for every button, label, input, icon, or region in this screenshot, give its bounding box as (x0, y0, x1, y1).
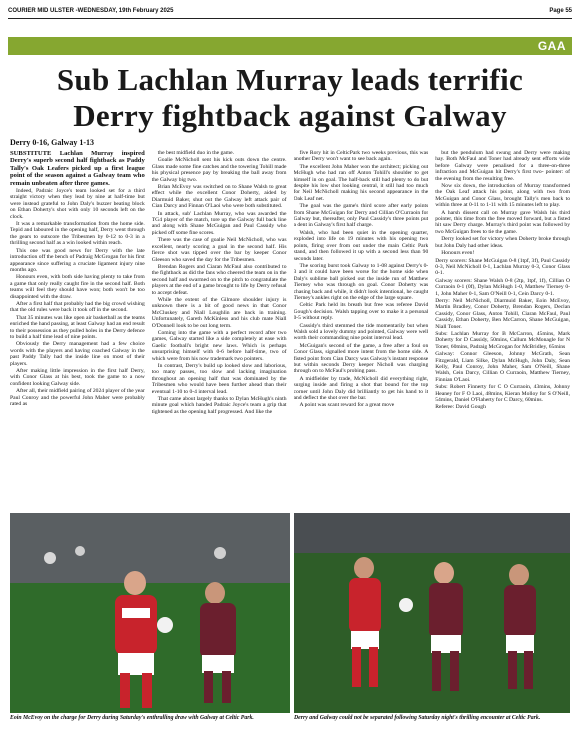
article-paragraph: Now six down, the introduction of Murray transformed the Oak Leaf attack his point, along with two from McGuigan and Conor Glass, brought Tally's men back to within three at 0-11 to 1-11 with 15 minutes left to play. (435, 183, 570, 209)
article-paragraph: While the extent of the Gilmore shoulder injury is unknown there is a bit of good news in that Conor McCluskey and Niall Loughlin are back in training. Unfortunately, Gareth McKinless and his club mate Niall O'Donnell look to be out long term. (151, 296, 287, 329)
section-tag: GAA (537, 39, 566, 53)
photo-caption-left: Eoin McEvoy on the charge for Derry during Saturday's enthralling draw with Galway at Celtic Park. (10, 715, 254, 721)
article-paragraph: Brendan Rogers and Ciaran McFaul also contributed to the fightback as did the fans who cheered the team on in the second half and swarmed on to the pitch to congratulate the players at the end of a game brought to life by Derry refusal to accept defeat. (151, 263, 287, 296)
article-paragraph: A point was scant reward for a great move (299, 402, 395, 409)
headline-line-2: Derry fightback against Galway (73, 98, 507, 133)
article-paragraph: SUBSTITUTE Lachlan Murray inspired Derry's superb second half fightback as Paddy Tally's Oak Leafers picked up a first league point of the season against a Galway team who remain unbeaten after three games. (10, 150, 145, 187)
article-paragraph: Referee: David Gough (435, 404, 486, 411)
article-paragraph: This one was good news for Derry with the late introduction off the bench of Padraig McGrogan for his first appearance since suffering a cruciate ligament injury nine months ago. (10, 247, 145, 273)
article-paragraph: the best midfield duo in the game. (157, 150, 235, 156)
article-paragraph: Celtic Park held its breath but free was referee David Gough's decision. Walsh tapping over to make it a personal 0-5 without reply. (293, 302, 429, 322)
article-paragraph: Walsh, who had been quiet in the opening quarter, exploded into life on 19 minutes with his opening two points, firing over from out under the main Celtic Park stand, and then followed it up with a second less than 90 seconds later. (293, 229, 429, 262)
article-paragraph: That 35 minutes was like open air basketball as the teams enriched the hand passing, at least Galway had an end result to their possession as they pulled holes in the Derry defence to build a half time lead of nine points. (10, 314, 145, 340)
column-2 (152, 150, 287, 525)
article-paragraph: The goal was the game's third score after early points from Shane McGuigan for Derry and Cillian O'Curraoin for Galway but, thereafter, only Paul Cassidy's three points put a dent in Galway's first half charge. (293, 203, 429, 229)
article-paragraph: After a first half that probably had the big crowd wishing that the old rules were back it took off in the second. (10, 300, 145, 314)
article-paragraph: Subs: Robert Finnerty for C O Curraoin, 43mins, Johnny Heaney for F O Laoi, 48mins, Kieran Molloy for S O'Neill, 54mins, Daniel O'Flaherty for C Darcy, 60mins. (435, 384, 570, 404)
article-paragraph: It was a remarkable transformation from the home side. Tepid and laboured in the opening half, Derry went through the gears to outscore the Tribesmen by 0-12 to 0-3 in a thrilling second half as a win looked within reach. (10, 221, 145, 247)
article-paragraph: Obviously the Derry management had a few choice words with the players and having coached Galway in the past Paddy Tally had the inside line on most of their players. (10, 341, 145, 367)
article-paragraph: Cassidy's third stemmed the tide momentarily but when Walsh sold a lovely dummy and pointed, Galway were well worth their commanding nine point interval lead. (293, 322, 429, 342)
section-bar (8, 37, 572, 55)
score-line: Derry 0-16, Galway 1-13 (10, 138, 94, 147)
photo-eoin-mcevoy (10, 513, 290, 713)
article-paragraph: The excellent John Maher won the architect; picking out McHugh who had ran off Anton Tohill's shoulder to get himself in on goal. The half-back still had plenty to do but despite his low shot looking central, it still had too much for Neil McNicholl making his second appearance in the Oak Leaf net. (293, 163, 429, 202)
headline (10, 62, 570, 134)
article-paragraph: Derry looked set for victory when Doherty broke through but John Daly had other ideas. (435, 236, 570, 249)
article-paragraph: That came about largely thanks to Dylan McHugh's ninth minute goal which handed Padraic Joyce's team a grip that tightened as the opening half progressed. And like the (151, 396, 287, 415)
article-paragraph: Goalie McNicholl sent his kick outs down the centre. Glass made some fine catches and the towering Tohill made his physical presence pay by breaking the ball away from the Galway big two. (151, 157, 287, 183)
masthead-line (8, 6, 572, 16)
article-paragraph: Honours even, with both side having plenty to take from a game that only really caught fire in the second half. Both teams will feel they should have won; both won't be too disappointed with the draw. (10, 274, 145, 300)
article-paragraph: five Rory hit in CelticPark two weeks previous, this was another Derry won't want to see back again. (293, 150, 429, 163)
article-paragraph: A midfielder by trade, McNicholl did everything right, surging inside and firing a shot that bound for the top corner until John Daly did brilliantly to get his hand to it and deflect the shot over the bar. (293, 375, 429, 402)
article-paragraph: Indeed, Padraic Joyce's team looked set for a third straight victory when they lead by nine at half-time but were instead grateful to John Daly's buzzer beating block on Ethan Doherty's shot with only 10 seconds left on the clock. (10, 188, 145, 220)
article-paragraph: but the pendulum had swung and Derry were making hay. Both McFaul and Toner had already sent efforts wide before Galway were penalised for a three-on-three infraction and McGuigan hit Derry's first two- pointer: of the evening from the resulting free. (435, 150, 570, 182)
headline-line-1: Sub Lachlan Murray leads terrific (56, 62, 524, 97)
article-paragraph: After all, their midfield pairing of 2024 player of the year Paul Conroy and the powerful John Maher were probably rated as (10, 388, 145, 408)
article-paragraph: A harsh dissent call on Murray gave Walsh his third pointer, this time from the free moved forward, but a fisted hit saw Derry charge. Murray's third point was followed by two McGuigan frees to tie the game. (435, 209, 570, 235)
article-paragraph: Galway: Connor Gleeson, Johnny McGrath, Sean Fitzgerald, Liam Silke, Dylan McHugh, John Daly, Sean Kelly, Paul Conroy, John Maher, Sam O'Neill, Shane Walsh, Cein Darcy, Cillian O Curraoin, Matthew Tierney, Finnian O'Laoi. (435, 351, 570, 383)
article-paragraph: Galway scorers: Shane Walsh 0-8 (2tp, 1tpf, 1f), Cillian O Curraoin 0-1 (0f), Dylan McHugh 1-0, Matthew Tierney 0-1, John Maher 0-1, Sam O'Neill 0-1, Cein Darcy 0-1. (435, 277, 570, 297)
article-paragraph: After making little impression in the first half Derry, with Conor Glass at his best, took the game to a now confident looking Galway side. (10, 368, 145, 387)
photo-caption-right: Derry and Galway could not be separated following Saturday night's thrilling encounter at Celtic Park. (294, 715, 541, 721)
article-body (10, 150, 570, 525)
article-paragraph: Honours even! (441, 250, 475, 257)
column-4 (435, 150, 570, 525)
photo-derry-galway-challenge (294, 513, 570, 713)
article-paragraph: The scoring burst took Galway to 1-08 against Derry's 0-3 and it could have been worse for the home side when Daly's sublime ball picked out the inside run of Matthew Tierney who was through on goal. Conor Doherty was chasing back and while, it didn't look intentional, he caught Tierney's ankles right on the edge of the large square. (293, 262, 429, 301)
column-3 (294, 150, 429, 525)
column-1 (10, 150, 145, 525)
article-paragraph: Brian McEvoy was switched on to Shane Walsh to great effect while the excellent Conor Doherty, aided by Diarmuid Baker, shut out the Galway left attack pair of Cian Darcy and Finnan O'Laoi who were both substituted. (151, 184, 287, 210)
article-paragraph: Derry: Neil McNicholl, Diarmuid Baker, Eoin McEvoy, Martin Bradley, Conor Doherty, Brendan Rogers, Declan Cassidy, Conor Glass, Anton Tohill, Ciaran McFaul, Paul Cassidy, Ethan Doherty, Ben McCarron, Shane McGuigan, Niall Toner. (435, 297, 570, 330)
article-paragraph: Coming into the game with a perfect record after two games, Galway started like a side completely at ease with Gaelic football's bright new laws. Which is perhaps unsurprising himself with 0-6 before half-time, two of which were from his now trademark two pointers. (151, 329, 287, 362)
page-number: Page 55 (549, 8, 572, 14)
article-paragraph: Derry scorers: Shane McGuigan 0-8 (1tpf, 3f), Paul Cassidy 0-3, Neil McNicholl 0-1, Lachlan Murray 0-3, Conor Glass 0-1. (435, 257, 570, 277)
article-paragraph: McGuigan's second of the game, a free after a foul on Conor Glass, signalled more intent from the home side. A fisted point from Cian Darcy was Galway's instant response but within seconds Derry keeper Nicholl was charging through on to McFaul's probing pass. (293, 342, 429, 375)
article-paragraph: In attack, sub' Lachlan Murray, who was awarded the TG4 player of the match, tore up the Galway full back line and along with Shane McGuigan and Paul Cassidy who picked off some fine scores. (151, 210, 287, 236)
top-rule (8, 18, 572, 19)
article-paragraph: There was the case of goalie Neil McNicholl, who was excellent, nearly scoring a goal in the second half. His fierce shot was tipped over the bar by keeper Conor Gleeson who saved the day for the Tribesmen. (151, 237, 287, 263)
article-paragraph: Subs: Lachlan Murray for B McCarron, 45mins, Mark Doherty for D Cassidy, 50mins, Callum McMonagle for N Toner, 60mins, Padraig McGrogan for McBridley, 65mins (435, 330, 570, 350)
masthead: COURIER MID ULSTER -WEDNESDAY, 19th February 2025 (8, 8, 174, 14)
article-paragraph: In contrast, Derry's build up looked slow and laborious, too many passes, too slow and lacking imagination throughout an opening half that was dominated by the Tribesmen who would have been further ahead than their eventual 1-10 to 0-4 interval lead. (151, 363, 287, 395)
